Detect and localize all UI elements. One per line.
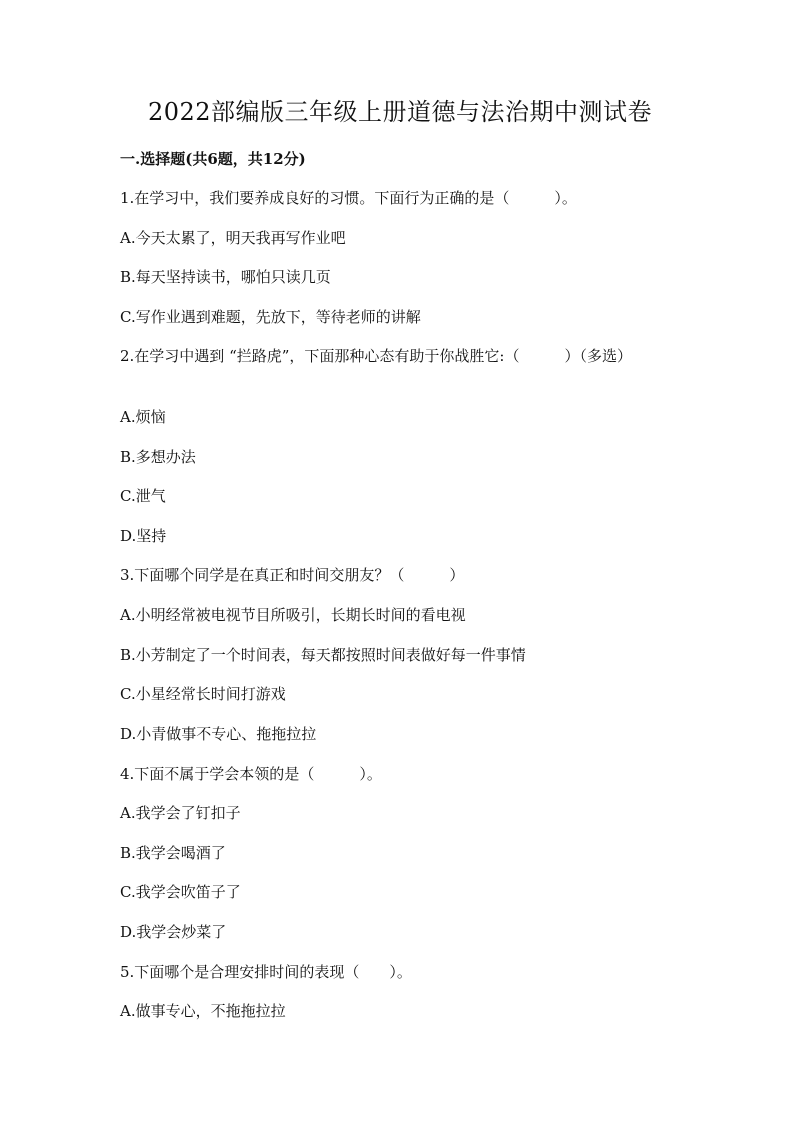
question-5-option-a: A.做事专心，不拖拖拉拉 <box>120 1002 286 1020</box>
question-3-option-a: A.小明经常被电视节目所吸引，长期长时间的看电视 <box>120 606 466 624</box>
question-1-stem: 1.在学习中，我们要养成良好的习惯。下面行为正确的是（ ）。 <box>120 189 577 207</box>
question-1-option-c: C.写作业遇到难题，先放下，等待老师的讲解 <box>120 308 421 326</box>
question-3-option-c: C.小星经常长时间打游戏 <box>120 685 286 703</box>
question-3-stem: 3.下面哪个同学是在真正和时间交朋友？（ ） <box>120 566 465 584</box>
question-3-option-b: B.小芳制定了一个时间表，每天都按照时间表做好每一件事情 <box>120 646 526 664</box>
question-2-option-d: D.坚持 <box>120 527 167 545</box>
question-2-option-c: C.泄气 <box>120 487 166 505</box>
question-4-option-c: C.我学会吹笛子了 <box>120 883 241 901</box>
question-3-option-d: D.小青做事不专心、拖拖拉拉 <box>120 725 317 743</box>
question-2-option-b: B.多想办法 <box>120 448 196 466</box>
question-4-stem: 4.下面不属于学会本领的是（ ）。 <box>120 765 382 783</box>
page-title: 2022部编版三年级上册道德与法治期中测试卷 <box>147 98 653 126</box>
question-1-option-b: B.每天坚持读书，哪怕只读几页 <box>120 268 331 286</box>
question-5-stem: 5.下面哪个是合理安排时间的表现（ ）。 <box>120 963 412 981</box>
question-4-option-b: B.我学会喝酒了 <box>120 844 226 862</box>
question-4-option-d: D.我学会炒菜了 <box>120 923 227 941</box>
question-4-option-a: A.我学会了钉扣子 <box>120 804 241 822</box>
question-2-option-a: A.烦恼 <box>120 408 166 426</box>
question-1-option-a: A.今天太累了，明天我再写作业吧 <box>120 229 346 247</box>
section-header: 一.选择题(共6题，共12分) <box>120 150 306 168</box>
question-2-stem: 2.在学习中遇到 “拦路虎”，下面那种心态有助于你战胜它:（ ）（多选） <box>120 347 632 365</box>
